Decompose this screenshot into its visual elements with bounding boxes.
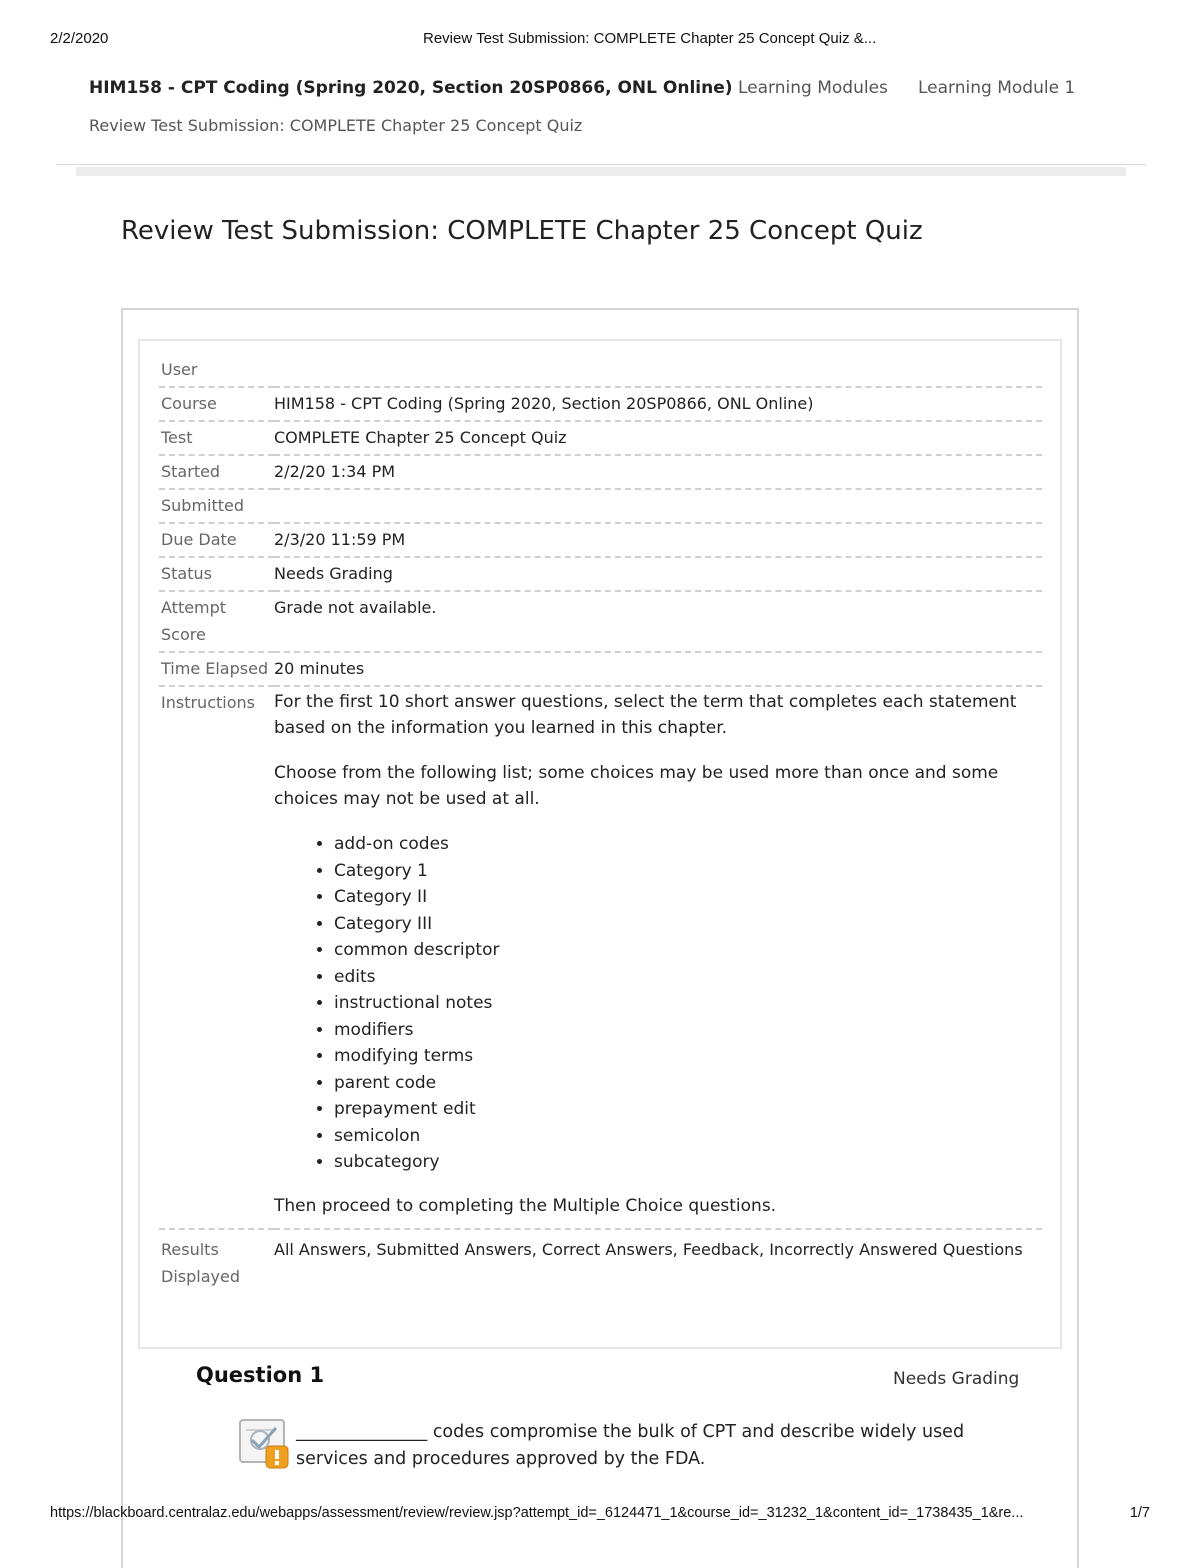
term-list [274, 831, 1042, 1176]
detail-label: Time Elapsed [159, 652, 274, 686]
breadcrumb-course-link[interactable]: HIM158 - CPT Coding (Spring 2020, Section 20SP0866, ONL Online) [89, 78, 733, 98]
page-title: Review Test Submission: COMPLETE Chapter 25 Concept Quiz [121, 216, 923, 246]
detail-value: COMPLETE Chapter 25 Concept Quiz [274, 421, 1042, 455]
instructions-content [274, 686, 1042, 1229]
term-list-item: • subcategory [334, 1149, 1042, 1176]
term-list-item: • Category II [334, 884, 1042, 911]
detail-label: Attempt Score [159, 591, 274, 652]
print-title: Review Test Submission: COMPLETE Chapter 25 Concept Quiz &... [423, 30, 877, 47]
detail-row-started [159, 455, 1042, 489]
term-list-item: • edits [334, 964, 1042, 991]
detail-label: Instructions [159, 686, 274, 1229]
detail-label: Results Displayed [161, 1239, 240, 1286]
header-bar [76, 167, 1126, 176]
detail-row-submitted [159, 489, 1042, 523]
detail-value [274, 489, 1042, 523]
detail-value: 2/2/20 1:34 PM [274, 455, 1042, 489]
detail-value: 20 minutes [274, 652, 1042, 686]
submission-details-table [159, 354, 1042, 1293]
needs-grading-icon [238, 1418, 292, 1470]
instructions-paragraph: For the first 10 short answer questions, select the term that completes each statement based on the information you learned in this chapter. [274, 692, 1017, 738]
detail-row-attempt-score [159, 591, 1042, 652]
print-url: https://blackboard.centralaz.edu/webapps/assessment/review/review.jsp?attempt_id=_6124471_1&course_id=_31232_1&content_id=_1738435_1&re... [50, 1505, 1024, 1521]
term-list-item: • add-on codes [334, 831, 1042, 858]
detail-row-instructions [159, 686, 1042, 1229]
detail-row-due-date [159, 523, 1042, 557]
detail-value: Grade not available. [274, 591, 1042, 652]
detail-value [274, 354, 1042, 387]
detail-label: Status [159, 557, 274, 591]
detail-row-user [159, 354, 1042, 387]
term-list-item: • instructional notes [334, 990, 1042, 1017]
term-list-item: • modifying terms [334, 1043, 1042, 1070]
detail-value: 2/3/20 11:59 PM [274, 523, 1042, 557]
detail-label: Due Date [159, 523, 274, 557]
print-date: 2/2/2020 [50, 30, 109, 47]
term-list-item: • parent code [334, 1070, 1042, 1097]
term-list-item: • modifiers [334, 1017, 1042, 1044]
detail-label: Course [159, 387, 274, 421]
term-list-item: • Category III [334, 911, 1042, 938]
term-list-item: • semicolon [334, 1123, 1042, 1150]
question-text: _______________ codes compromise the bulk of CPT and describe widely used services and procedures approved by the FDA. [296, 1422, 965, 1469]
detail-value: All Answers, Submitted Answers, Correct Answers, Feedback, Incorrectly Answered Questions [274, 1239, 1023, 1259]
detail-row-results-displayed [159, 1229, 1042, 1293]
question-status: Needs Grading [893, 1369, 1020, 1389]
print-page-number: 1/7 [1129, 1505, 1150, 1521]
detail-label: Submitted [159, 489, 274, 523]
term-list-item: • prepayment edit [334, 1096, 1042, 1123]
question-title: Question 1 [196, 1363, 325, 1387]
print-header [50, 30, 1150, 50]
detail-label: Started [159, 455, 274, 489]
detail-row-course [159, 387, 1042, 421]
breadcrumb-current: Review Test Submission: COMPLETE Chapter 25 Concept Quiz [89, 116, 583, 135]
detail-value: Needs Grading [274, 557, 1042, 591]
detail-row-test [159, 421, 1042, 455]
breadcrumb-learning-module-1-link[interactable]: Learning Module 1 [918, 78, 1076, 98]
detail-value: HIM158 - CPT Coding (Spring 2020, Section 20SP0866, ONL Online) [274, 387, 1042, 421]
detail-label: User [159, 354, 274, 387]
detail-row-status [159, 557, 1042, 591]
term-list-item: • Category 1 [334, 858, 1042, 885]
instructions-paragraph: Then proceed to completing the Multiple Choice questions. [274, 1195, 777, 1216]
header-divider [56, 164, 1146, 165]
print-footer [50, 1505, 1150, 1525]
term-list-item: • common descriptor [334, 937, 1042, 964]
detail-label: Test [159, 421, 274, 455]
breadcrumb-learning-modules-link[interactable]: Learning Modules [738, 78, 888, 98]
instructions-paragraph: Choose from the following list; some choices may be used more than once and some choices may not be used at all. [274, 763, 999, 809]
detail-row-time-elapsed [159, 652, 1042, 686]
